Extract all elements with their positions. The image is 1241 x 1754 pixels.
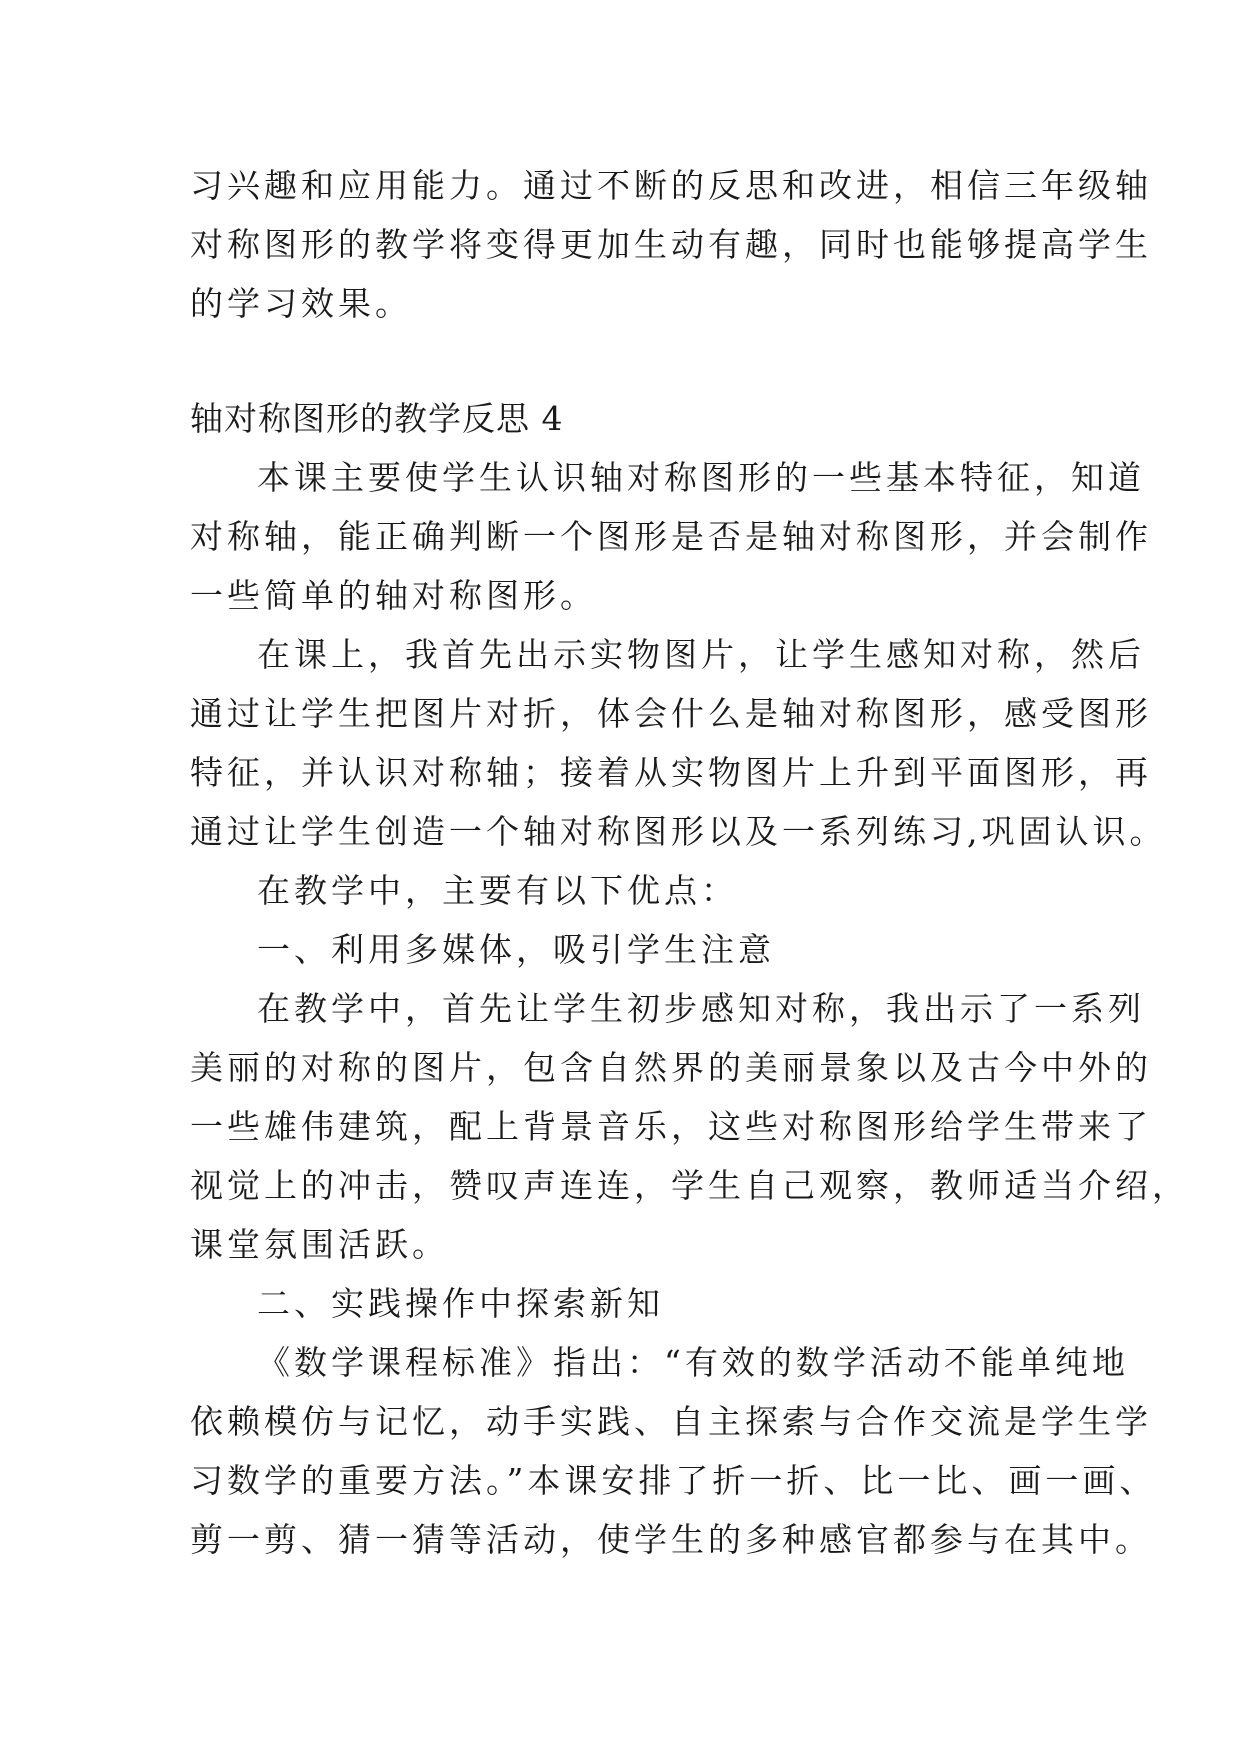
paragraph-5-line-4: 视觉上的冲击，赞叹声连连，学生自己观察，教师适当介绍，	[190, 1166, 1189, 1205]
paragraph-2-line-3: 特征，并认识对称轴；接着从实物图片上升到平面图形，再	[190, 753, 1152, 792]
intro-line-3: 的学习效果。	[190, 284, 412, 323]
paragraph-5-line-3: 一些雄伟建筑，配上背景音乐，这些对称图形给学生带来了	[190, 1107, 1152, 1146]
paragraph-1-line-1: 本课主要使学生认识轴对称图形的一些基本特征，知道	[257, 458, 1145, 497]
paragraph-1-line-3: 一些简单的轴对称图形。	[190, 576, 597, 615]
intro-line-2: 对称图形的教学将变得更加生动有趣，同时也能够提高学生	[190, 225, 1152, 264]
paragraph-5-line-1: 在教学中，首先让学生初步感知对称，我出示了一系列	[257, 989, 1145, 1028]
paragraph-1-line-2: 对称轴，能正确判断一个图形是否是轴对称图形，并会制作	[190, 517, 1152, 556]
section-title: 轴对称图形的教学反思 4	[190, 399, 564, 438]
paragraph-2-line-1: 在课上，我首先出示实物图片，让学生感知对称，然后	[257, 635, 1145, 674]
paragraph-6-line-1: 二、实践操作中探索新知	[257, 1284, 664, 1323]
paragraph-3-line-1: 在教学中，主要有以下优点：	[257, 871, 738, 910]
paragraph-5-line-2: 美丽的对称的图片，包含自然界的美丽景象以及古今中外的	[190, 1048, 1152, 1087]
paragraph-7-line-1: 《数学课程标准》指出：“有效的数学活动不能单纯地	[257, 1343, 1129, 1382]
paragraph-7-line-3: 习数学的重要方法。”本课安排了折一折、比一比、画一画、	[190, 1461, 1157, 1500]
paragraph-2-line-4: 通过让学生创造一个轴对称图形以及一系列练习,巩固认识。	[190, 812, 1167, 851]
intro-line-1: 习兴趣和应用能力。通过不断的反思和改进，相信三年级轴	[190, 166, 1152, 205]
paragraph-5-line-5: 课堂氛围活跃。	[190, 1225, 449, 1264]
paragraph-2-line-2: 通过让学生把图片对折，体会什么是轴对称图形，感受图形	[190, 694, 1152, 733]
paragraph-7-line-4: 剪一剪、猜一猜等活动，使学生的多种感官都参与在其中。	[190, 1520, 1152, 1559]
paragraph-4-line-1: 一、利用多媒体，吸引学生注意	[257, 930, 775, 969]
paragraph-7-line-2: 依赖模仿与记忆，动手实践、自主探索与合作交流是学生学	[190, 1402, 1152, 1441]
